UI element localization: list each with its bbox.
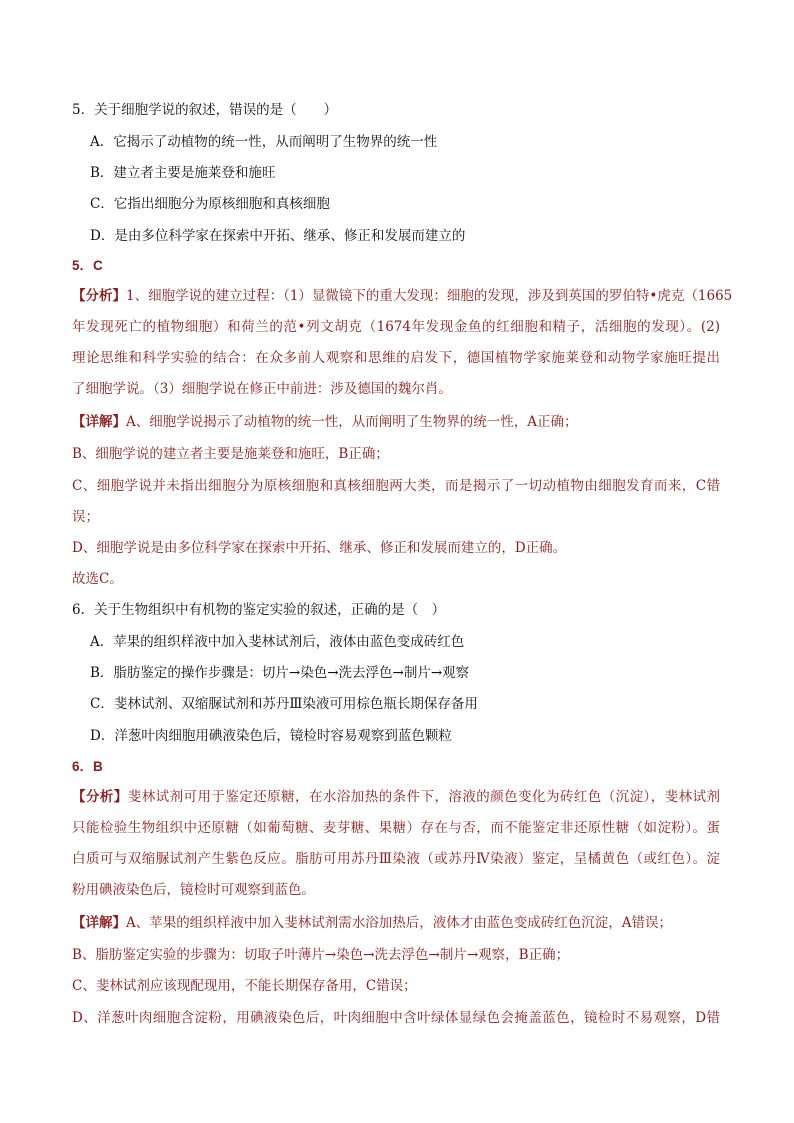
q5-analysis-tag: 【分析】 <box>72 288 126 304</box>
q6-analysis-line-1 <box>72 788 720 806</box>
q6-analysis-line-2: 只能检验生物组织中还原糖（如葡萄糖、麦芽糖、果糖）存在与否，而不能鉴定非还原性糖（如淀粉）。蛋 <box>72 820 720 836</box>
q5-option-a: A．它揭示了动植物的统一性，从而阐明了生物界的统一性 <box>90 134 438 150</box>
q6-detail-line-4: D、洋葱叶肉细胞含淀粉，用碘液染色后，叶肉细胞中含叶绿体显绿色会掩盖蓝色，镜检时不易观察，D错 <box>72 1010 720 1026</box>
q5-answer: 5．C <box>72 258 103 273</box>
q6-answer: 6．B <box>72 759 103 774</box>
q5-detail-line-4: 误； <box>72 509 99 525</box>
q6-stem: 6．关于生物组织中有机物的鉴定实验的叙述，正确的是（ ） <box>72 602 446 618</box>
q6-detail-line-3: C、斐林试剂应该现配现用，不能长期保存备用，C错误； <box>72 978 417 994</box>
q5-detail-line-6: 故选C。 <box>72 571 123 587</box>
q5-option-d: D．是由多位科学家在探索中开拓、继承、修正和发展而建立的 <box>90 228 466 244</box>
q5-detail-line-3: C、细胞学说并未指出细胞分为原核细胞和真核细胞两大类，而是揭示了一切动植物由细胞发育而来，C错 <box>72 478 720 494</box>
q5-analysis-line-3: 理论思维和科学实验的结合：在众多前人观察和思维的启发下，德国植物学家施莱登和动物学家施旺提出 <box>72 350 720 366</box>
q6-option-a: A．苹果的组织样液中加入斐林试剂后，液体由蓝色变成砖红色 <box>90 634 465 650</box>
q6-option-d: D．洋葱叶肉细胞用碘液染色后，镜检时容易观察到蓝色颗粒 <box>90 728 452 744</box>
q6-detail-tag: 【详解】 <box>72 915 126 931</box>
q6-detail-line-1 <box>72 914 672 932</box>
q5-option-b: B．建立者主要是施莱登和施旺 <box>90 165 276 181</box>
q5-detail-line-1 <box>72 413 578 431</box>
q5-detail-line-5: D、细胞学说是由多位科学家在探索中开拓、继承、修正和发展而建立的，D正确。 <box>72 540 567 556</box>
q6-analysis-tag: 【分析】 <box>72 789 128 805</box>
q6-analysis-line-3: 白质可与双缩脲试剂产生紫色反应。脂肪可用苏丹Ⅲ染液（或苏丹Ⅳ染液）鉴定，呈橘黄色（或红色）。淀 <box>72 851 720 867</box>
q6-option-c: C．斐林试剂、双缩脲试剂和苏丹Ⅲ染液可用棕色瓶长期保存备用 <box>90 696 478 712</box>
q6-option-b: B．脂肪鉴定的操作步骤是：切片→染色→洗去浮色→制片→观察 <box>90 665 470 681</box>
q5-analysis-line-2: 年发现死亡的植物细胞）和荷兰的范•列文胡克（1674年发现金鱼的红细胞和精子，活细胞的发现）。(2) <box>72 319 720 335</box>
q5-detail-text-1: A、细胞学说揭示了动植物的统一性，从而阐明了生物界的统一性，A正确； <box>126 414 578 430</box>
q5-analysis-text-1: 1、细胞学说的建立过程：（1）显微镜下的重大发现：细胞的发现，涉及到英国的罗伯特•虎克（1665 <box>126 288 733 304</box>
q6-analysis-line-4: 粉用碘液染色后，镜检时可观察到蓝色。 <box>72 882 315 898</box>
q5-analysis-line-4: 了细胞学说。（3）细胞学说在修正中前进：涉及德国的魏尔肖。 <box>72 381 452 397</box>
q5-option-c: C．它指出细胞分为原核细胞和真核细胞 <box>90 196 330 212</box>
q5-stem: 5．关于细胞学说的叙述，错误的是（ ） <box>72 102 338 118</box>
q6-detail-line-2: B、脂肪鉴定实验的步骤为：切取子叶薄片→染色→洗去浮色→制片→观察，B正确； <box>72 947 570 963</box>
q5-analysis-line-1 <box>72 287 733 305</box>
q6-detail-text-1: A、苹果的组织样液中加入斐林试剂需水浴加热后，液体才由蓝色变成砖红色沉淀，A错误； <box>126 915 672 931</box>
q5-detail-line-2: B、细胞学说的建立者主要是施莱登和施旺，B正确； <box>72 446 389 462</box>
q6-analysis-text-1: 斐林试剂可用于鉴定还原糖，在水浴加热的条件下，溶液的颜色变化为砖红色（沉淀），斐林试剂 <box>127 789 721 805</box>
q5-detail-tag: 【详解】 <box>72 414 126 430</box>
